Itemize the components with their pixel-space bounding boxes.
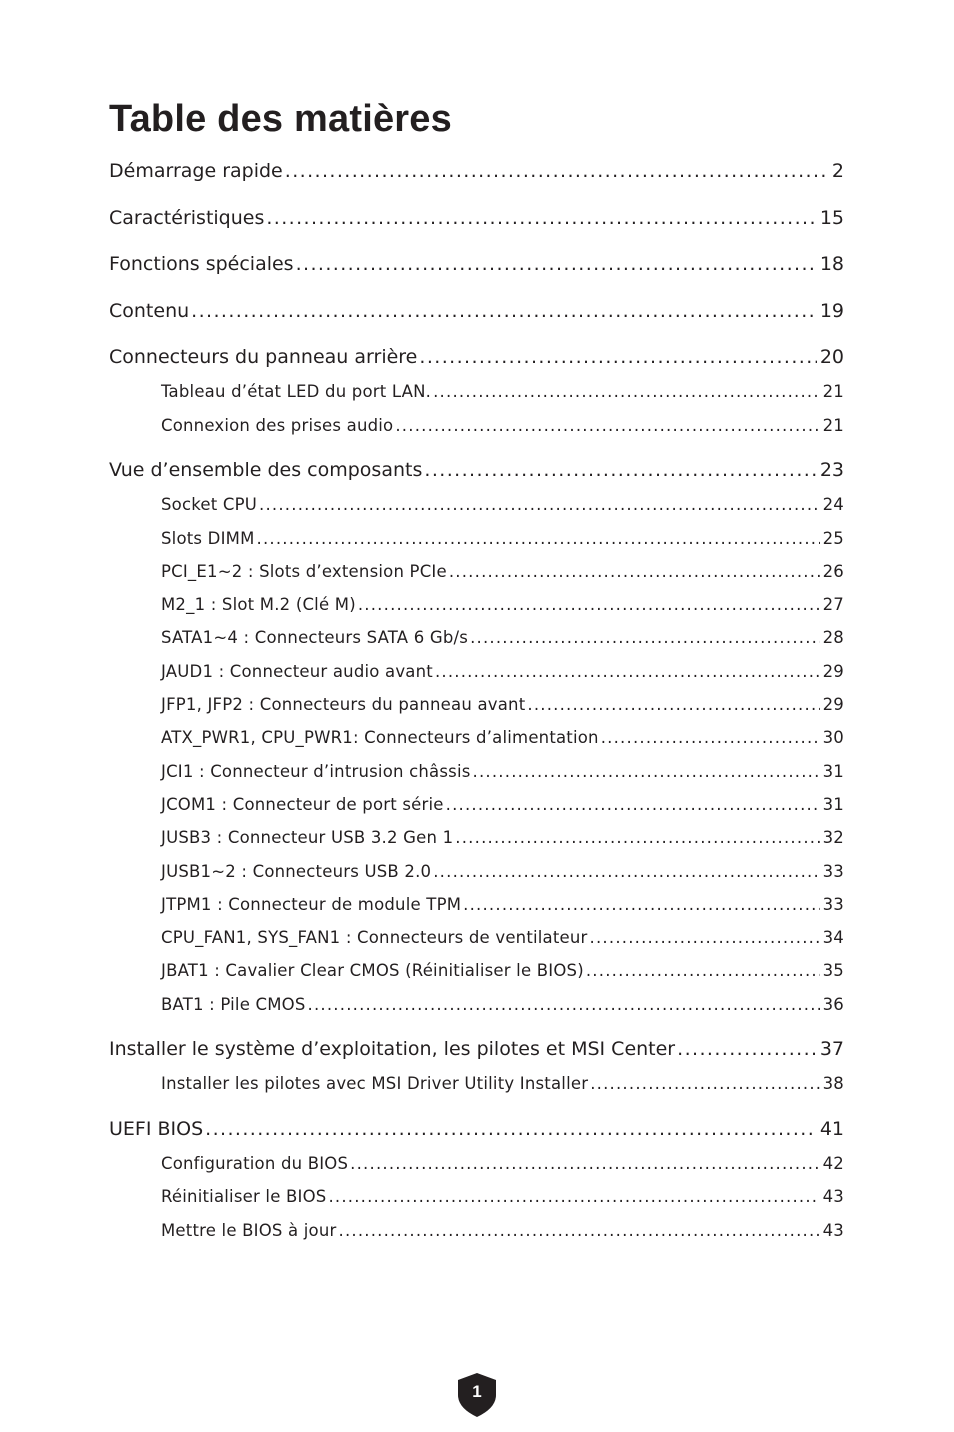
dot-leader xyxy=(296,253,817,275)
toc-subentry[interactable] xyxy=(161,416,844,435)
toc-entry[interactable] xyxy=(109,207,844,229)
toc-entry-label: Fonctions spéciales xyxy=(109,253,294,275)
toc-entry-page: 21 xyxy=(822,382,844,401)
toc-entry-label: Caractéristiques xyxy=(109,207,265,229)
toc-subentry[interactable] xyxy=(161,628,844,647)
toc-entry-page: 26 xyxy=(822,562,844,581)
toc-entry-page: 34 xyxy=(822,928,844,947)
toc-entry-page: 38 xyxy=(822,1074,844,1093)
dot-leader xyxy=(285,160,829,182)
toc-subentry[interactable] xyxy=(161,895,844,914)
toc-entry-label: JUSB1~2 : Connecteurs USB 2.0 xyxy=(161,862,432,881)
toc-subentry[interactable] xyxy=(161,695,844,714)
dot-leader xyxy=(455,828,819,847)
toc-subentry[interactable] xyxy=(161,662,844,681)
dot-leader xyxy=(433,382,819,401)
toc-entry-page: 31 xyxy=(822,795,844,814)
dot-leader xyxy=(257,529,820,548)
page-number-badge xyxy=(458,1373,496,1417)
toc-entry-page: 33 xyxy=(822,895,844,914)
dot-leader xyxy=(358,595,820,614)
toc-subentry[interactable] xyxy=(161,961,844,980)
toc-entry-page: 32 xyxy=(822,828,844,847)
toc-entry-page: 24 xyxy=(822,495,844,514)
toc-subentry[interactable] xyxy=(161,862,844,881)
toc-entry-label: Contenu xyxy=(109,300,190,322)
dot-leader xyxy=(473,762,820,781)
dot-leader xyxy=(395,416,819,435)
toc-subentry[interactable] xyxy=(161,1221,844,1240)
dot-leader xyxy=(424,459,816,481)
toc-subentry[interactable] xyxy=(161,562,844,581)
toc-entry-label: UEFI BIOS xyxy=(109,1118,204,1140)
toc-entry-page: 29 xyxy=(822,662,844,681)
dot-leader xyxy=(205,1118,817,1140)
toc-entry-page: 20 xyxy=(819,346,844,368)
toc-subentry[interactable] xyxy=(161,795,844,814)
toc-entry-page: 43 xyxy=(822,1187,844,1206)
dot-leader xyxy=(433,862,819,881)
toc-entry[interactable] xyxy=(109,346,844,368)
toc-subentry[interactable] xyxy=(161,595,844,614)
toc-entry-label: Connexion des prises audio xyxy=(161,416,394,435)
dot-leader xyxy=(590,928,820,947)
toc-entry-page: 29 xyxy=(822,695,844,714)
toc-subentry[interactable] xyxy=(161,995,844,1014)
dot-leader xyxy=(601,728,820,747)
toc-entry-page: 43 xyxy=(822,1221,844,1240)
toc-entry[interactable] xyxy=(109,1038,844,1060)
toc-entry-page: 28 xyxy=(822,628,844,647)
toc-entry[interactable] xyxy=(109,1118,844,1140)
toc-subentry[interactable] xyxy=(161,1074,844,1093)
toc-subentry[interactable] xyxy=(161,828,844,847)
toc-subentry[interactable] xyxy=(161,1154,844,1173)
dot-leader xyxy=(527,695,819,714)
toc-entry-label: Réinitialiser le BIOS xyxy=(161,1187,327,1206)
toc-entry-label: JUSB3 : Connecteur USB 3.2 Gen 1 xyxy=(161,828,454,847)
dot-leader xyxy=(446,795,820,814)
toc-entry[interactable] xyxy=(109,300,844,322)
toc-entry-label: Mettre le BIOS à jour xyxy=(161,1221,337,1240)
toc-entry-page: 42 xyxy=(822,1154,844,1173)
dot-leader xyxy=(463,895,819,914)
toc-entry-label: JFP1, JFP2 : Connecteurs du panneau avant xyxy=(161,695,526,714)
toc-entry-page: 15 xyxy=(819,207,844,229)
toc-entry-label: Socket CPU xyxy=(161,495,258,514)
dot-leader xyxy=(308,995,820,1014)
dot-leader xyxy=(350,1154,819,1173)
toc-entry-label: Installer les pilotes avec MSI Driver Utility Installer xyxy=(161,1074,589,1093)
dot-leader xyxy=(435,662,820,681)
toc-entry-label: JBAT1 : Cavalier Clear CMOS (Réinitialiser le BIOS) xyxy=(161,961,584,980)
toc-entry-page: 19 xyxy=(819,300,844,322)
toc-subentry[interactable] xyxy=(161,762,844,781)
toc-entry-label: Vue d’ensemble des composants xyxy=(109,459,423,481)
toc-entry-page: 21 xyxy=(822,416,844,435)
dot-leader xyxy=(266,207,816,229)
toc-entry-label: JTPM1 : Connecteur de module TPM xyxy=(161,895,462,914)
toc-entry-label: JCOM1 : Connecteur de port série xyxy=(161,795,444,814)
toc-entry-page: 30 xyxy=(822,728,844,747)
toc-entry-label: SATA1~4 : Connecteurs SATA 6 Gb/s xyxy=(161,628,469,647)
toc-entry-label: Tableau d’état LED du port LAN. xyxy=(161,382,432,401)
dot-leader xyxy=(470,628,820,647)
toc-entry-page: 36 xyxy=(822,995,844,1014)
toc-entry-label: Connecteurs du panneau arrière xyxy=(109,346,418,368)
dot-leader xyxy=(677,1038,817,1060)
dot-leader xyxy=(328,1187,819,1206)
toc-entry[interactable] xyxy=(109,459,844,481)
toc-entry-page: 33 xyxy=(822,862,844,881)
toc-subentry[interactable] xyxy=(161,382,844,401)
toc-subentry[interactable] xyxy=(161,1187,844,1206)
toc-entry-label: BAT1 : Pile CMOS xyxy=(161,995,306,1014)
toc-entry-page: 41 xyxy=(819,1118,844,1140)
page-number: 1 xyxy=(472,1382,482,1401)
toc-subentry[interactable] xyxy=(161,495,844,514)
dot-leader xyxy=(419,346,816,368)
toc-entry-page: 25 xyxy=(822,529,844,548)
toc-entry-page: 37 xyxy=(819,1038,844,1060)
toc-entry-label: PCI_E1~2 : Slots d’extension PCIe xyxy=(161,562,447,581)
toc-subentry[interactable] xyxy=(161,928,844,947)
toc-subentry[interactable] xyxy=(161,529,844,548)
toc-entry-label: CPU_FAN1, SYS_FAN1 : Connecteurs de ventilateur xyxy=(161,928,588,947)
toc-entry-page: 31 xyxy=(822,762,844,781)
dot-leader xyxy=(191,300,817,322)
toc-entry-label: M2_1 : Slot M.2 (Clé M) xyxy=(161,595,356,614)
toc-entry-label: JCI1 : Connecteur d’intrusion châssis xyxy=(161,762,471,781)
toc-entry-page: 2 xyxy=(831,160,844,182)
toc-subentry[interactable] xyxy=(161,728,844,747)
toc-entry-page: 35 xyxy=(822,961,844,980)
toc-entry-label: Installer le système d’exploitation, les pilotes et MSI Center xyxy=(109,1038,676,1060)
toc-entry-label: Démarrage rapide xyxy=(109,160,283,182)
toc-entry-page: 27 xyxy=(822,595,844,614)
toc-entry-label: Configuration du BIOS xyxy=(161,1154,349,1173)
dot-leader xyxy=(590,1074,819,1093)
toc-entry[interactable] xyxy=(109,160,844,182)
dot-leader xyxy=(339,1221,820,1240)
toc-entry-label: JAUD1 : Connecteur audio avant xyxy=(161,662,433,681)
toc-entry-page: 23 xyxy=(819,459,844,481)
toc-entry-page: 18 xyxy=(819,253,844,275)
page-title: Table des matières xyxy=(109,98,452,140)
toc-entry-label: Slots DIMM xyxy=(161,529,255,548)
dot-leader xyxy=(259,495,820,514)
toc-entry-label: ATX_PWR1, CPU_PWR1: Connecteurs d’alimentation xyxy=(161,728,599,747)
toc-entry[interactable] xyxy=(109,253,844,275)
dot-leader xyxy=(449,562,820,581)
dot-leader xyxy=(586,961,820,980)
